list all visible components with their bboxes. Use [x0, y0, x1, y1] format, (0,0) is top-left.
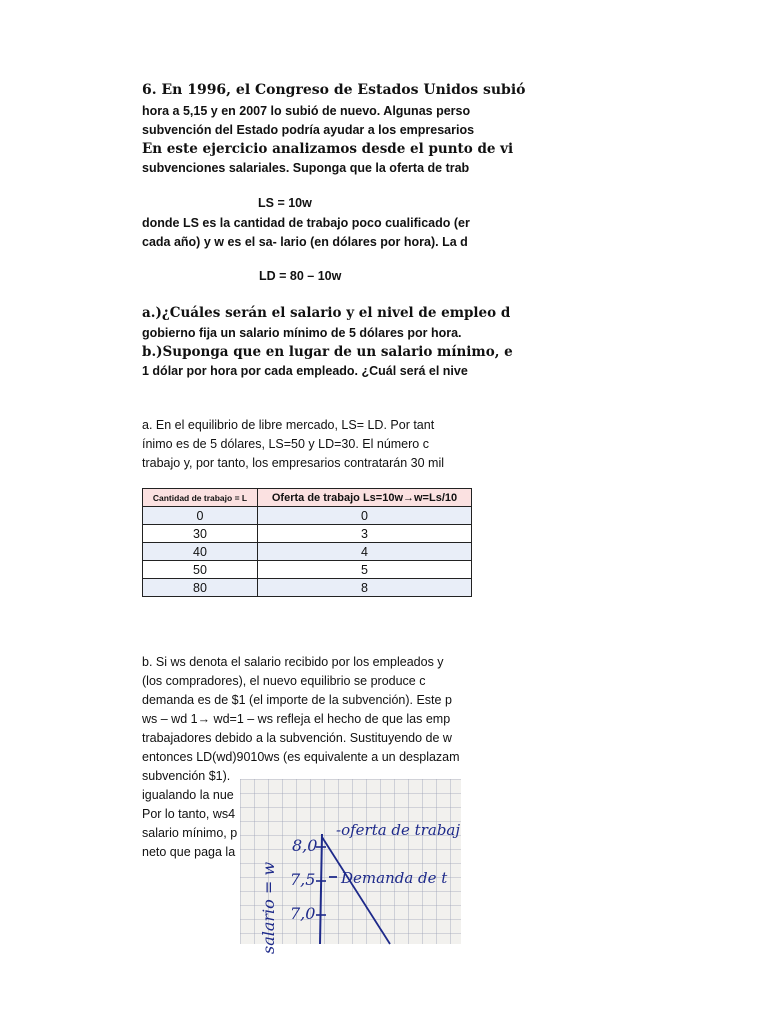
text-line: gobierno fija un salario mínimo de 5 dólares por hora.	[142, 326, 462, 340]
table-header: Oferta de trabajo Ls=10w→w=Ls/10	[258, 489, 472, 507]
equation-demand: LD = 80 – 10w	[259, 269, 342, 283]
text-line: En este ejercicio analizamos desde el punto de vi	[142, 141, 514, 157]
answer-a-line: a. En el equilibrio de libre mercado, LS= LD. Por tant	[142, 418, 435, 432]
text-line: cada año) y w es el sa- lario (en dólares por hora). La d	[142, 235, 468, 249]
tick-label: 7,5	[290, 870, 316, 889]
graph-paper-drawing	[240, 779, 461, 954]
table-cell: 8	[258, 579, 472, 597]
table-cell: 0	[143, 507, 258, 525]
text-line: donde LS es la cantidad de trabajo poco cualificado (er	[142, 216, 470, 230]
answer-b-line: Por lo tanto, ws4	[142, 807, 236, 821]
table-cell: 50	[143, 561, 258, 579]
answer-a-line: ínimo es de 5 dólares, LS=50 y LD=30. El número c	[142, 437, 429, 451]
answer-b-line: b. Si ws denota el salario recibido por los empleados y	[142, 655, 444, 669]
y-axis-label: salario = w	[259, 861, 278, 954]
answer-b-line: entonces LD(wd)9010ws (es equivalente a un desplazam	[142, 750, 460, 764]
answer-b-line: ws – wd 1→ wd=1 – ws refleja el hecho de que las emp	[142, 712, 451, 726]
table-header: Cantidad de trabajo = L	[143, 489, 258, 507]
answer-b-line: igualando la nue	[142, 788, 234, 802]
table-cell: 80	[143, 579, 258, 597]
table-cell: 4	[258, 543, 472, 561]
problem-title: 6. En 1996, el Congreso de Estados Unidos subió	[142, 82, 526, 98]
table-cell: 40	[143, 543, 258, 561]
table-row	[143, 543, 472, 561]
answer-b-line: salario mínimo, p	[142, 826, 238, 840]
supply-note: -oferta de trabaj	[336, 821, 461, 839]
table-row	[143, 525, 472, 543]
tick-label: 7,0	[290, 904, 316, 923]
answer-b-line: demanda es de $1 (el importe de la subvención). Este p	[142, 693, 452, 707]
tick-label: 8,0	[292, 836, 318, 855]
text-line: subvención del Estado podría ayudar a los empresarios	[142, 123, 475, 137]
text-line: 1 dólar por hora por cada empleado. ¿Cuál será el nive	[142, 364, 468, 378]
table-row	[143, 561, 472, 579]
table-cell: 5	[258, 561, 472, 579]
table-cell: 30	[143, 525, 258, 543]
answer-b-line: neto que paga la	[142, 845, 236, 859]
demand-note: Demanda de t	[341, 869, 448, 887]
text-line: hora a 5,15 y en 2007 lo subió de nuevo. Algunas perso	[142, 104, 471, 118]
answer-b-line: subvención $1).	[142, 769, 231, 783]
table-cell: 3	[258, 525, 472, 543]
answer-a-line: trabajo y, por tanto, los empresarios contratarán 30 mil	[142, 456, 444, 470]
equation-supply: LS = 10w	[258, 196, 312, 210]
text-line: subvenciones salariales. Suponga que la oferta de trab	[142, 161, 470, 175]
answer-b-line: (los compradores), el nuevo equilibrio se produce c	[142, 674, 426, 688]
table-row	[143, 579, 472, 597]
table-cell: 0	[258, 507, 472, 525]
handwritten-graph-photo	[240, 779, 461, 954]
question-a: a.)¿Cuáles serán el salario y el nivel de empleo d	[142, 305, 511, 321]
answer-b-line: trabajadores debido a la subvención. Sustituyendo de w	[142, 731, 452, 745]
question-b: b.)Suponga que en lugar de un salario mínimo, e	[142, 344, 513, 360]
table-row	[143, 507, 472, 525]
labor-supply-table	[142, 488, 472, 597]
